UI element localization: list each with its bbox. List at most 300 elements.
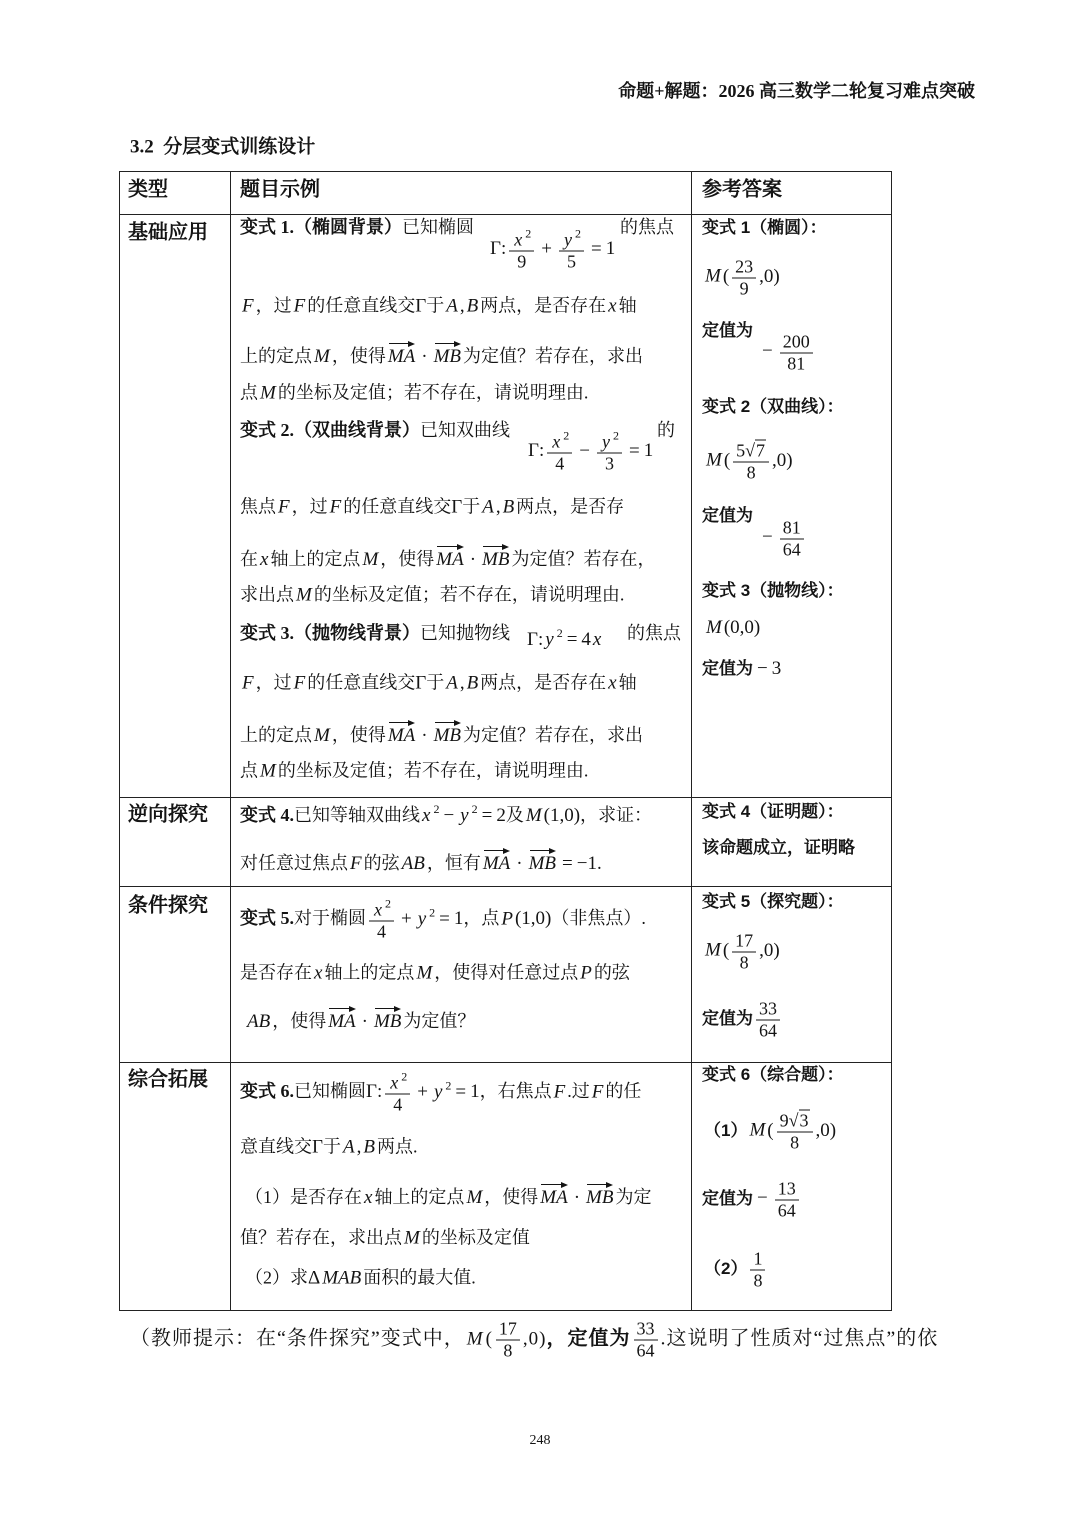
fraction-numerator [369,898,394,921]
table-header-question [231,171,692,215]
answer-line [702,891,844,913]
superscript: 2 [563,428,570,443]
bold-text: 变式 5（探究题）： [702,892,844,911]
text-run: 的任意直线交 [307,295,416,316]
text-run: 面积的最大值. [363,1267,476,1288]
math-symbol: ( [767,1119,774,1141]
math-operator: = [628,440,640,462]
answer-line [704,617,760,639]
text-run: 为定值？若存在，求出 [463,346,644,366]
math-variable: A [482,496,494,518]
math-variable: y [433,1081,443,1103]
text-run: 轴 [618,672,637,693]
table-header-answer [692,171,892,215]
question-line [240,803,652,827]
math-variable: x [592,629,602,650]
question-line [240,295,637,318]
math-variable: F [242,295,254,317]
bold-text: 变式 2.（双曲线背景） [240,420,420,440]
math-variable: M [314,725,330,746]
text-run: 的坐标及定值 [421,1227,530,1248]
bold-text: 定值为 [702,1188,753,1208]
math-operator: + [417,1081,428,1103]
bold-text: 定值为 [702,506,753,525]
answer-value [758,332,816,375]
math-operator: · [361,1011,368,1032]
text-run: 于 [462,496,481,517]
text-run: 轴 [618,295,637,316]
text-run: 上的定点 [240,346,312,366]
running-title: 命题+解题：2026 高三数学二轮复习难点突破 [618,81,975,101]
math-symbol: 4 [581,629,591,650]
vector-name: MA [328,1011,356,1032]
math-symbol: , [459,672,465,694]
vector-name: MA [436,549,464,570]
math-variable: A [446,295,458,317]
math-symbol: Γ [451,496,463,518]
answer-line [702,658,781,680]
text-run: 是否存在 [240,962,312,983]
math-variable: AB [401,853,425,874]
math-symbol: Γ [415,295,427,317]
fraction-numerator [597,430,622,453]
bold-text: 变式 1.（椭圆背景） [240,217,402,237]
text-run: ，恒有 [426,853,481,873]
math-variable: x [390,1072,399,1093]
superscript: 2 [574,226,581,241]
row-condition-question [231,887,692,1063]
fraction [780,332,813,375]
math-operator: · [421,725,428,746]
math-symbol: 8 [746,462,756,483]
math-symbol: 1 [753,1248,763,1269]
math-symbol: 81 [782,517,801,538]
fraction-numerator [559,228,584,251]
text-run: ，使得 [484,1187,539,1207]
math-symbol: 64 [782,539,801,560]
question-line [245,1005,475,1033]
fraction-numerator [496,1319,520,1340]
text-run: .这说明了性质对“过焦点”的依 [660,1327,939,1350]
row-comprehensive-answer [692,1063,892,1311]
text-run: 轴上的定点 [324,962,415,983]
section-title: 3.2 分层变式训练设计 [130,136,316,158]
math-symbol: : [500,238,507,260]
question-line [240,1227,530,1250]
fraction [385,1071,410,1116]
vector-name: MB [586,1187,614,1208]
answer-line [703,931,780,974]
vector [540,1181,567,1208]
text-run: 的焦点 [627,623,681,643]
vector [328,1005,355,1032]
fraction-denominator [732,952,756,974]
math-variable: M [416,962,433,984]
fraction [777,1111,813,1154]
text-run: 轴上的定点 [270,549,361,569]
fraction-denominator [547,453,572,475]
question-line [240,419,510,441]
math-symbol: (0,0) [723,617,761,638]
math-operator: − [443,805,455,826]
math-operator: − [579,440,590,462]
fraction-denominator [597,453,622,475]
math-operator: · [469,549,477,570]
text-run: 的任 [605,1081,642,1102]
row-comprehensive-type [119,1063,231,1311]
math-variable: B [363,1136,375,1158]
bold-text: 变式 1（椭圆）： [702,218,827,237]
math-symbol: Γ [366,1081,377,1103]
radicand: 3 [799,1110,809,1131]
text-run: 两点，是否存 [516,496,625,517]
math-variable: F [293,672,306,694]
bold-text: 变式 4. [240,805,294,825]
math-variable: F [293,295,306,317]
math-variable: y [601,431,610,452]
math-operator: = [562,853,573,874]
math-operator: − [757,1187,768,1209]
math-variable: F [591,1081,604,1103]
math-variable: M [705,265,721,287]
text-run: ，过 [255,672,292,693]
math-symbol: Δ [308,1267,321,1289]
math-symbol: , [356,1136,362,1158]
vector [586,1181,613,1208]
fraction-denominator [733,462,769,484]
fraction-denominator [634,1340,658,1362]
vector [436,543,463,570]
text-run: （教师提示：在“条件探究”变式中， [130,1327,465,1350]
fraction [750,1249,765,1292]
vector [434,340,461,367]
fraction-denominator [777,1132,813,1154]
question-line [245,1181,651,1209]
question-line [240,340,643,368]
fraction-denominator [732,278,756,300]
bold-text: 定值为 [702,321,753,340]
radicand: 7 [756,440,766,461]
fraction-denominator [780,353,813,375]
fraction-numerator [750,1249,765,1270]
math-symbol: (1,0) [514,908,552,930]
text-run: ，点 [463,908,500,929]
question-line [240,1071,641,1116]
bold-text: 定值为 [702,659,753,678]
text-run: 点 [240,760,258,781]
square-root [745,440,766,461]
text-run: （非焦点）. [551,908,646,929]
answer-line [704,1249,768,1292]
math-symbol: : [376,1081,383,1103]
math-symbol: Γ [415,672,427,694]
text-run: ，使得 [331,346,386,366]
math-variable: MAB [322,1267,362,1289]
math-variable: x [314,962,323,984]
answer-line [703,257,780,300]
answer-line [702,217,827,239]
math-symbol: Γ [312,1136,323,1158]
math-symbol: 64 [777,1200,796,1221]
text-run: ，过 [291,496,328,517]
math-symbol: 5 [566,251,576,272]
text-run: 上的定点 [240,725,312,745]
bold-text: （1） [704,1120,748,1140]
math-operator: − [762,340,773,362]
text-run: （1）是否存在 [245,1187,362,1207]
question-line [240,847,602,875]
math-symbol: ( [722,939,730,961]
math-symbol: 4 [555,453,565,474]
math-variable: M [296,584,312,606]
math-symbol: 4 [393,1094,403,1115]
math-symbol: , [459,295,465,317]
math-symbol: 64 [759,1020,777,1041]
question-line [240,898,646,943]
question-line [240,216,474,238]
bold-text: 变式 3.（抛物线背景） [240,623,420,643]
math-symbol: 200 [782,331,810,352]
page-number: 248 [529,1433,551,1448]
bold-text: 变式 6（综合题）： [702,1065,844,1084]
math-symbol: ,0) [772,449,793,471]
math-symbol: 2 [496,805,506,826]
type-label: 基础应用 [128,221,208,244]
question-line [620,216,674,238]
text-run: 已知双曲线 [420,420,510,440]
question-line [240,584,624,607]
type-label: 综合拓展 [128,1068,208,1091]
math-operator: = [566,629,578,650]
hyperbola-formula [528,430,653,475]
math-operator: − [762,526,773,548]
fraction-numerator [775,1179,799,1200]
fraction-numerator [385,1071,410,1094]
text-run: 的任意直线交 [343,496,452,517]
question-line [627,622,681,644]
fraction-numerator [780,332,813,353]
answer-line [702,1179,802,1222]
text-run: 两点，是否存在 [480,672,607,693]
math-variable: y [460,805,469,826]
answer-line [704,1111,836,1154]
square-root [789,1110,810,1131]
vector-name: MA [387,725,416,746]
vector [529,847,556,874]
bold-text: 变式 5. [240,908,294,929]
fraction [756,999,780,1042]
math-variable: A [342,1136,355,1158]
math-variable: P [580,962,592,984]
header-type-label: 类型 [128,178,168,201]
math-variable: x [608,295,617,317]
question-line [240,496,624,519]
fraction [559,228,584,273]
fraction-numerator [780,518,804,539]
fraction-numerator [509,228,534,251]
fraction-numerator [634,1319,658,1340]
math-variable: F [350,853,362,874]
row-reverse-type [119,798,231,887]
vector-name: MA [482,853,511,874]
math-variable: M [314,346,330,367]
text-run: 已知椭圆 [402,217,474,237]
superscript: 2 [556,626,563,640]
text-run: 焦点 [240,496,276,517]
math-symbol: 8 [503,1340,513,1361]
text-run: 的 [657,420,675,440]
math-symbol: Γ [490,238,501,260]
text-run: 对任意过焦点 [240,853,348,873]
question-line [240,382,588,405]
answer-line [704,441,793,484]
math-symbol: 33 [636,1318,655,1339]
math-symbol: ,0) [522,1328,547,1350]
table-header-type [119,171,231,215]
text-run: ，使得对任意过点 [434,962,579,983]
math-symbol: 1 [453,908,464,930]
math-variable: M [466,1328,484,1350]
text-run: 为定值？若存在， [511,549,656,569]
math-symbol: 17 [498,1318,517,1339]
math-variable: x [552,431,561,452]
vector [482,543,509,570]
fraction-denominator [559,251,584,273]
answer-value [758,518,807,561]
vector-name: MA [540,1187,568,1208]
math-symbol: (1,0) [543,805,581,826]
math-variable: M [466,1187,483,1208]
math-symbol: ( [722,265,730,287]
fraction-denominator [369,921,394,943]
math-variable: x [608,672,617,694]
math-variable: M [706,617,722,638]
math-variable: M [705,939,721,961]
teacher-note [130,1319,938,1362]
math-variable: F [242,672,254,694]
text-run: 为定值？ [403,1011,476,1031]
text-run: 及 [505,805,524,825]
math-symbol: ,0) [759,939,780,961]
fraction-denominator [496,1340,520,1362]
answer-line [702,1064,844,1086]
math-variable: M [525,805,542,826]
math-variable: B [466,295,479,317]
math-variable: M [404,1227,420,1249]
bold-text: ，定值为 [546,1327,631,1350]
math-symbol: , [495,496,501,518]
answer-line [702,396,844,418]
fraction [732,931,756,974]
math-symbol: 9 [779,1110,789,1131]
vector-name: MB [433,725,462,746]
fraction [775,1179,799,1222]
math-symbol: 8 [739,952,749,973]
question-line [240,622,510,644]
answer-line [702,837,855,859]
bold-text: 定值为 [702,1008,753,1028]
text-run: 的弦 [593,962,630,983]
text-run: 的坐标及定值；若不存在，请说明理由. [277,382,589,403]
question-line [240,543,655,571]
math-variable: M [362,549,379,570]
vector [374,1005,401,1032]
math-symbol: 33 [759,998,777,1019]
superscript: 2 [429,905,436,920]
fraction [547,430,572,475]
row-comprehensive-question [231,1063,692,1311]
bold-text: 该命题成立，证明略 [702,838,855,857]
text-run: （2）求 [245,1267,308,1288]
math-symbol: 1 [470,1081,480,1103]
text-run: 的坐标及定值；若不存在，请说明理由. [313,584,625,605]
math-variable: y [545,629,554,650]
math-symbol: 23 [735,256,754,277]
vector-name: MB [482,549,510,570]
text-run: ，使得 [380,549,435,569]
math-variable: B [502,496,515,518]
math-variable: M [260,382,276,404]
superscript: 2 [525,226,532,241]
vector-name: MB [433,346,462,367]
question-line [240,719,643,747]
text-run: 于 [426,672,445,693]
row-reverse-answer [692,798,892,887]
header-question-label: 题目示例 [240,178,320,201]
superscript: 2 [612,428,619,443]
bold-text: 变式 4（证明题）： [702,802,844,821]
text-run: 的焦点 [620,217,674,237]
math-operator: + [401,908,412,930]
fraction-numerator [732,931,756,952]
fraction-denominator [509,251,534,273]
row-basic-type [119,215,231,798]
math-symbol: 17 [735,930,754,951]
bold-text: 变式 2（双曲线）： [702,397,844,416]
text-run: ，求证： [580,805,653,825]
fraction [733,441,769,484]
math-variable: y [417,908,427,930]
fraction [634,1319,658,1362]
text-run: 点 [240,382,258,403]
vector-name: MB [373,1011,402,1032]
math-symbol: 64 [636,1340,655,1361]
question-line [240,760,588,783]
superscript: 2 [385,896,391,911]
math-operator: = [590,238,602,260]
row-condition-type [119,887,231,1063]
math-variable: A [446,672,458,694]
text-run: 在 [240,549,258,569]
answer-line [702,801,844,823]
type-label: 逆向探究 [128,803,208,826]
superscript: 2 [401,1069,408,1084]
math-symbol: 9 [517,251,527,272]
text-run: 为定 [615,1187,652,1207]
math-variable: F [553,1081,566,1103]
math-symbol: Γ [527,629,538,650]
math-symbol: 81 [787,353,806,374]
fraction-denominator [385,1094,410,1116]
math-symbol: ( [723,449,731,471]
question-line [657,419,675,441]
text-run: 的坐标及定值；若不存在，请说明理由. [277,760,589,781]
fraction-numerator [733,441,769,462]
math-variable: x [260,549,269,570]
text-run: 轴上的定点 [374,1187,465,1207]
answer-line [702,505,753,527]
math-variable: F [278,496,290,518]
